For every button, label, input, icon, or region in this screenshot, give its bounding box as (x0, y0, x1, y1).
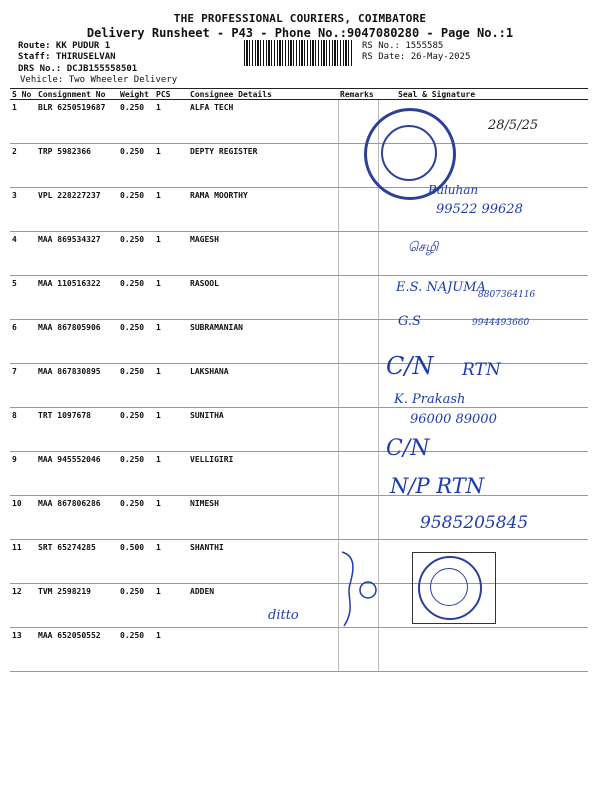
col-remarks: Remarks (338, 89, 378, 100)
weight-cell: 0.250 (118, 188, 154, 232)
pcs-cell: 1 (154, 584, 188, 628)
stamp-frame (412, 552, 496, 624)
sno-cell: 9 (10, 452, 36, 496)
pcs-cell: 1 (154, 188, 188, 232)
col-consignee: Consignee Details (188, 89, 338, 100)
date-handwriting: 28/5/25 (488, 118, 539, 133)
col-consignment: Consignment No (36, 89, 118, 100)
pcs-cell: 1 (154, 276, 188, 320)
consignment-cell: MAA 110516322 (36, 276, 118, 320)
consignee-cell: NIMESH (188, 496, 338, 540)
table-row (10, 144, 588, 188)
table-row (10, 584, 588, 628)
remarks-cell (338, 232, 378, 276)
pcs-cell: 1 (154, 452, 188, 496)
remark-handwriting: RTN (462, 360, 501, 380)
col-seal: Seal & Signature (378, 89, 588, 100)
weight-cell: 0.250 (118, 364, 154, 408)
seal-cell (378, 628, 588, 672)
rs-number: RS No.: 1555585 (362, 41, 444, 51)
pcs-cell: 1 (154, 628, 188, 672)
sno-cell: 4 (10, 232, 36, 276)
pcs-cell: 1 (154, 144, 188, 188)
remarks-cell (338, 320, 378, 364)
remarks-cell (338, 408, 378, 452)
remark-handwriting: C/N (386, 436, 430, 461)
sno-cell: 6 (10, 320, 36, 364)
pcs-cell: 1 (154, 408, 188, 452)
weight-cell: 0.250 (118, 276, 154, 320)
staff-label: Staff: THIRUSELVAN (18, 52, 116, 62)
table-row (10, 452, 588, 496)
sno-cell: 1 (10, 100, 36, 144)
consignment-cell: TRP 5982366 (36, 144, 118, 188)
signature-handwriting: G.S (398, 314, 421, 329)
signature-handwriting: செழி (408, 240, 439, 255)
col-sno: S No (10, 89, 36, 100)
bracket-mark (336, 550, 384, 630)
consignment-cell: SRT 65274285 (36, 540, 118, 584)
consignee-cell: VELLIGIRI (188, 452, 338, 496)
remark-handwriting: C/N (386, 352, 434, 380)
consignment-cell: MAA 869534327 (36, 232, 118, 276)
remarks-cell (338, 276, 378, 320)
delivery-table (10, 88, 588, 672)
table-header-row (10, 89, 588, 100)
sno-cell: 7 (10, 364, 36, 408)
consignee-cell: RASOOL (188, 276, 338, 320)
table-row (10, 364, 588, 408)
consignment-cell: MAA 867830895 (36, 364, 118, 408)
consignee-cell: SUBRAMANIAN (188, 320, 338, 364)
pcs-cell: 1 (154, 100, 188, 144)
company-title: THE PROFESSIONAL COURIERS, COIMBATORE (173, 12, 427, 25)
consignment-cell: VPL 228227237 (36, 188, 118, 232)
pcs-cell: 1 (154, 232, 188, 276)
sno-cell: 2 (10, 144, 36, 188)
sno-cell: 13 (10, 628, 36, 672)
weight-cell: 0.250 (118, 100, 154, 144)
signature-handwriting: E.S. NAJUMA (396, 280, 486, 295)
remark-handwriting: N/P RTN (390, 474, 485, 498)
consignee-cell: LAKSHANA (188, 364, 338, 408)
consignee-cell: RAMA MOORTHY (188, 188, 338, 232)
barcode (244, 40, 354, 66)
consignment-cell: TVM 2598219 (36, 584, 118, 628)
remarks-cell (338, 628, 378, 672)
route-label: Route: KK PUDUR 1 (18, 41, 111, 51)
pcs-cell: 1 (154, 320, 188, 364)
table-row (10, 628, 588, 672)
consignee-cell: SUNITHA (188, 408, 338, 452)
remarks-cell (338, 364, 378, 408)
consignment-cell: TRT 1097678 (36, 408, 118, 452)
col-pcs: PCS (154, 89, 188, 100)
remarks-cell (338, 496, 378, 540)
consignment-cell: MAA 867806286 (36, 496, 118, 540)
consignment-cell: MAA 652050552 (36, 628, 118, 672)
consignment-cell: MAA 945552046 (36, 452, 118, 496)
consignment-cell: BLR 6250519687 (36, 100, 118, 144)
weight-cell: 0.250 (118, 628, 154, 672)
phone-handwriting: 99522 99628 (436, 202, 523, 217)
weight-cell: 0.250 (118, 320, 154, 364)
weight-cell: 0.250 (118, 144, 154, 188)
weight-cell: 0.500 (118, 540, 154, 584)
consignment-cell: MAA 867805906 (36, 320, 118, 364)
consignee-cell: ALFA TECH (188, 100, 338, 144)
table-row (10, 232, 588, 276)
remarks-cell (338, 188, 378, 232)
pcs-cell: 1 (154, 496, 188, 540)
sno-cell: 11 (10, 540, 36, 584)
drs-label: DRS No.: DCJB155558501 (18, 64, 138, 74)
signature-handwriting: K. Prakash (394, 392, 466, 407)
ditto-handwriting: ditto (268, 608, 299, 623)
weight-cell: 0.250 (118, 408, 154, 452)
consignee-cell: DEPTY REGISTER (188, 144, 338, 188)
signature-handwriting: Baluhan (428, 183, 479, 197)
weight-cell: 0.250 (118, 496, 154, 540)
weight-cell: 0.250 (118, 584, 154, 628)
weight-cell: 0.250 (118, 232, 154, 276)
pcs-cell: 1 (154, 364, 188, 408)
phone-handwriting: 96000 89000 (410, 412, 497, 427)
runsheet-title: Delivery Runsheet - P43 - Phone No.:9047080280 - Page No.:1 (86, 26, 514, 40)
table-row (10, 408, 588, 452)
consignee-cell: ADDEN (188, 584, 338, 628)
pcs-cell: 1 (154, 540, 188, 584)
consignee-cell: SHANTHI (188, 540, 338, 584)
phone-handwriting: 9585205845 (420, 513, 529, 533)
weight-cell: 0.250 (118, 452, 154, 496)
consignee-cell (188, 628, 338, 672)
remarks-cell (338, 452, 378, 496)
col-weight: Weight (118, 89, 154, 100)
sno-cell: 8 (10, 408, 36, 452)
table-row (10, 540, 588, 584)
sno-cell: 12 (10, 584, 36, 628)
phone-handwriting: 9944493660 (472, 318, 530, 328)
sno-cell: 3 (10, 188, 36, 232)
sno-cell: 10 (10, 496, 36, 540)
consignee-cell: MAGESH (188, 232, 338, 276)
phone-handwriting: 8807364116 (478, 290, 536, 300)
sno-cell: 5 (10, 276, 36, 320)
rs-date: RS Date: 26-May-2025 (362, 52, 471, 62)
vehicle-label: Vehicle: Two Wheeler Delivery (20, 75, 178, 85)
